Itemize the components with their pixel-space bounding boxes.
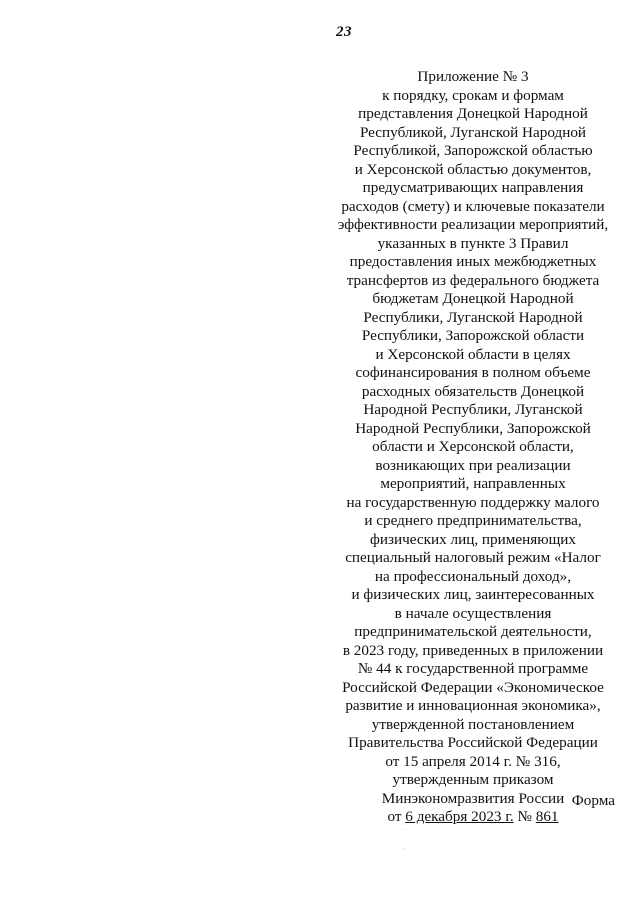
appendix-line: расходов (смету) и ключевые показатели [341, 197, 605, 215]
appendix-line: в начале осуществления [394, 604, 552, 622]
appendix-line: в 2023 году, приведенных в приложении [342, 641, 604, 659]
appendix-line: Республикой, Луганской Народной [359, 123, 587, 141]
appendix-line: представления Донецкой Народной [358, 105, 588, 122]
appendix-line: специальный налоговый режим «Налог [345, 549, 601, 566]
order-date-prefix: от [387, 808, 406, 825]
appendix-line: Народной Республики, Луганской [363, 401, 583, 418]
appendix-line: развитие и инновационная экономика», [345, 697, 601, 714]
appendix-line: Республики, Запорожской области [361, 327, 585, 344]
order-number: 861 [535, 808, 559, 825]
appendix-line: трансфертов из федерального бюджета [346, 271, 600, 289]
appendix-line: к порядку, срокам и формам [382, 86, 564, 104]
appendix-line: Республикой, Запорожской областью [353, 142, 593, 159]
page-number: 23 [336, 24, 352, 40]
appendix-line: предусматривающих направления [362, 179, 584, 196]
appendix-line: на профессиональный доход», [374, 567, 572, 585]
order-date: 6 декабря 2023 г. [405, 808, 514, 825]
appendix-line: на государственную поддержку малого [346, 493, 600, 511]
appendix-line: бюджетам Донецкой Народной [372, 290, 574, 307]
appendix-line: от 15 апреля 2014 г. № 316, [385, 752, 561, 770]
appendix-line: Приложение № 3 [417, 68, 529, 85]
order-date-line [318, 808, 628, 827]
appendix-line: софинансирования в полном объеме [355, 364, 591, 381]
appendix-line: области и Херсонской области, [372, 438, 574, 455]
appendix-line: Правительства Российской Федерации [348, 734, 598, 751]
appendix-line: указанных в пункте 3 Правил [377, 234, 569, 252]
appendix-line: № 44 к государственной программе [357, 660, 589, 677]
appendix-line: эффективности реализации мероприятий, [337, 216, 609, 233]
appendix-line: расходных обязательств Донецкой [361, 382, 585, 400]
scan-speck [402, 829, 403, 830]
appendix-line: Народной Республики, Запорожской [355, 419, 591, 437]
appendix-line: утвержденной постановлением [371, 715, 575, 733]
appendix-line: и физических лиц, заинтересованных [351, 586, 595, 603]
appendix-line: и среднего предпринимательства, [364, 512, 582, 529]
form-label: Форма [571, 792, 615, 809]
appendix-line: физических лиц, применяющих [370, 530, 576, 548]
appendix-line: Минэкономразвития России [381, 789, 565, 807]
scan-speck [404, 848, 405, 849]
appendix-line: мероприятий, направленных [380, 475, 566, 492]
appendix-line: и Херсонской областью документов, [354, 160, 592, 178]
appendix-line: возникающих при реализации [375, 456, 571, 474]
appendix-line: Российской Федерации «Экономическое [342, 678, 604, 696]
appendix-line: предпринимательской деятельности, [354, 623, 592, 640]
appendix-line: и Херсонской области в целях [375, 345, 571, 363]
appendix-line: утвержденным приказом [392, 771, 554, 788]
order-number-label: № [513, 808, 536, 825]
appendix-line: Республики, Луганской Народной [363, 308, 583, 326]
appendix-line: предоставления иных межбюджетных [349, 253, 597, 270]
appendix-header [318, 68, 628, 827]
